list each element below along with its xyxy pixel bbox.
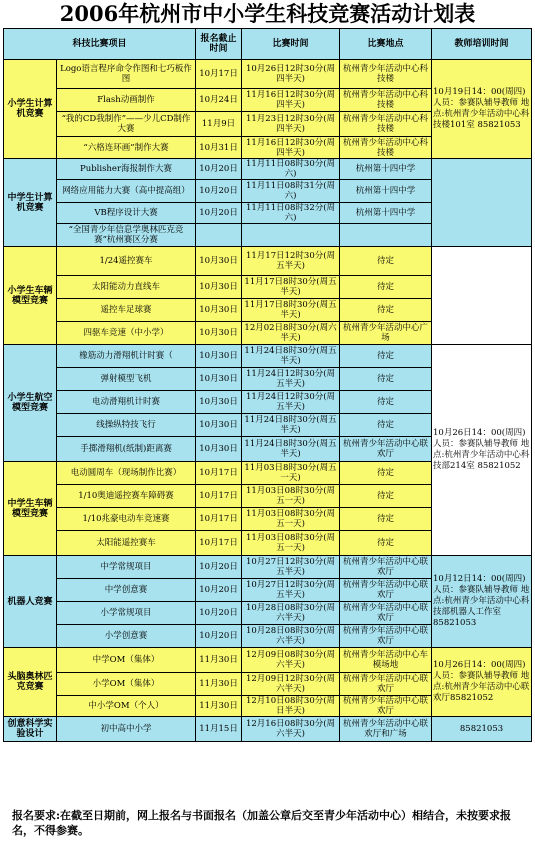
category-cell: 创意科学实验设计 <box>4 717 57 742</box>
time-cell: 11月03日08时30分(周五一天) <box>242 508 340 531</box>
item-cell: 小学创意赛 <box>57 625 196 648</box>
training-cell: 10月12日14：00(周四) 人员：参赛队辅导教师 地点:杭州青少年活动中心科技部机器人工作室85821053 <box>432 556 532 648</box>
place-cell: 杭州青少年活动中心科技楼 <box>340 112 432 137</box>
place-cell <box>340 224 432 247</box>
time-cell: 11月11日08时30分(周六) <box>242 159 340 180</box>
place-cell: 待定 <box>340 299 432 322</box>
time-cell: 10月27日12时30分(周五半天) <box>242 556 340 579</box>
training-cell: 10月19日14：00(周四) 人员：参赛队辅导教师 地点:杭州青少年活动中心科技楼101室 85821053 <box>432 60 532 159</box>
item-cell: 中小学OM（个人） <box>57 696 196 717</box>
item-cell: VB程序设计大赛 <box>57 203 196 224</box>
place-cell: 杭州青少年活动中心联欢厅 <box>340 696 432 717</box>
item-cell: “全国青少年信息学奥林匹克竞赛”杭州赛区分赛 <box>57 224 196 247</box>
time-cell: 12月16日08时30分(周六半天) <box>242 717 340 742</box>
item-cell: 网络应用能力大赛（高中提高组） <box>57 180 196 203</box>
header-deadline: 报名截止时间 <box>196 29 242 60</box>
header-item: 科技比赛项目 <box>4 29 196 60</box>
page-title: 2006年杭州市中小学生科技竞赛活动计划表 <box>59 1 476 26</box>
deadline-cell: 10月30日 <box>196 345 242 368</box>
item-cell: “六格连环画”制作大赛 <box>57 137 196 159</box>
deadline-cell: 10月24日 <box>196 89 242 112</box>
time-cell: 11月24日12时30分(周五半天) <box>242 368 340 391</box>
deadline-cell: 10月20日 <box>196 602 242 625</box>
schedule-body <box>4 60 532 742</box>
time-cell: 11月23日12时30分(周四半天) <box>242 112 340 137</box>
item-cell: Flash动画制作 <box>57 89 196 112</box>
deadline-cell: 10月31日 <box>196 137 242 159</box>
place-cell: 杭州第十四中学 <box>340 159 432 180</box>
header-place: 比赛地点 <box>340 29 432 60</box>
deadline-cell: 10月17日 <box>196 485 242 508</box>
header-time: 比赛时间 <box>242 29 340 60</box>
deadline-cell: 10月30日 <box>196 247 242 276</box>
training-cell: 85821053 <box>432 717 532 742</box>
place-cell: 杭州青少年活动中心车模场地 <box>340 648 432 673</box>
deadline-cell: 10月30日 <box>196 391 242 414</box>
time-cell: 11月24日8时30分(周五半天) <box>242 414 340 437</box>
category-cell: 机器人竞赛 <box>4 556 57 648</box>
item-cell: 遥控车足球赛 <box>57 299 196 322</box>
place-cell: 待定 <box>340 508 432 531</box>
training-cell: 10月26日14：00(周四) 人员：参赛队辅导教师 地点:杭州青少年活动中心联欢厅85821052 <box>432 648 532 717</box>
place-cell: 待定 <box>340 485 432 508</box>
category-cell: 头脑奥林匹克竞赛 <box>4 648 57 717</box>
time-cell <box>242 224 340 247</box>
deadline-cell: 10月20日 <box>196 625 242 648</box>
time-cell: 10月28日08时30分(周六半天) <box>242 625 340 648</box>
training-empty-cell <box>432 247 532 345</box>
time-cell: 11月16日12时30分(周四半天) <box>242 137 340 159</box>
item-cell: 1/24遥控赛车 <box>57 247 196 276</box>
item-cell: 1/10奥迪遥控赛车障碍赛 <box>57 485 196 508</box>
category-cell: 小学生航空模型竞赛 <box>4 345 57 462</box>
table-row <box>4 717 532 742</box>
deadline-cell: 11月9日 <box>196 112 242 137</box>
item-cell: 小学常规项目 <box>57 602 196 625</box>
place-cell: 待定 <box>340 368 432 391</box>
place-cell: 杭州青少年活动中心联欢厅 <box>340 625 432 648</box>
deadline-cell: 10月30日 <box>196 299 242 322</box>
item-cell: 电动滑翔机计时赛 <box>57 391 196 414</box>
place-cell: 杭州青少年活动中心科技楼 <box>340 89 432 112</box>
item-cell: 小学OM（集体） <box>57 673 196 696</box>
place-cell: 杭州青少年活动中心联欢厅 <box>340 579 432 602</box>
time-cell: 11月11日08时32分(周六) <box>242 203 340 224</box>
item-cell: “我的CD我制作”——少儿CD制作大赛 <box>57 112 196 137</box>
time-cell: 11月24日8时30分(周五半天) <box>242 437 340 462</box>
place-cell: 待定 <box>340 276 432 299</box>
category-cell: 中学生车辆模型竞赛 <box>4 462 57 556</box>
table-row <box>4 159 532 180</box>
deadline-cell: 10月17日 <box>196 531 242 556</box>
time-cell: 10月28日08时30分(周六半天) <box>242 602 340 625</box>
item-cell: Logo语言程序命令作图和七巧板作图 <box>57 60 196 89</box>
place-cell: 待定 <box>340 345 432 368</box>
table-row <box>4 60 532 89</box>
deadline-cell: 10月30日 <box>196 322 242 345</box>
time-cell: 11月17日12时30分(周五半天) <box>242 247 340 276</box>
item-cell: 1/10兆豪电动车竞速赛 <box>57 508 196 531</box>
schedule-table <box>3 28 532 742</box>
place-cell: 杭州第十四中学 <box>340 180 432 203</box>
time-cell: 11月03日08时30分(周五一天) <box>242 531 340 556</box>
time-cell: 12月09日12时30分(周六半天) <box>242 673 340 696</box>
time-cell: 11月17日8时30分(周五半天) <box>242 276 340 299</box>
time-cell: 11月17日8时30分(周五半天) <box>242 299 340 322</box>
deadline-cell: 11月15日 <box>196 717 242 742</box>
item-cell: Publisher海报制作大赛 <box>57 159 196 180</box>
item-cell: 线操纵特技飞行 <box>57 414 196 437</box>
time-cell: 10月26日12时30分(周四半天) <box>242 60 340 89</box>
place-cell: 杭州青少年活动中心联欢厅 <box>340 602 432 625</box>
deadline-cell: 10月20日 <box>196 159 242 180</box>
time-cell: 11月11日08时31分(周六) <box>242 180 340 203</box>
deadline-cell: 10月30日 <box>196 276 242 299</box>
place-cell: 杭州青少年活动中心联欢厅 <box>340 673 432 696</box>
time-cell: 12月10日08时30分(周日半天) <box>242 696 340 717</box>
item-cell: 弹射模型飞机 <box>57 368 196 391</box>
table-row <box>4 648 532 673</box>
item-cell: 中学常规项目 <box>57 556 196 579</box>
deadline-cell: 10月17日 <box>196 462 242 485</box>
place-cell: 待定 <box>340 462 432 485</box>
deadline-cell: 11月30日 <box>196 673 242 696</box>
time-cell: 11月24日12时30分(周五半天) <box>242 391 340 414</box>
deadline-cell: 10月17日 <box>196 508 242 531</box>
deadline-cell: 10月30日 <box>196 437 242 462</box>
place-cell: 待定 <box>340 414 432 437</box>
deadline-cell <box>196 224 242 247</box>
deadline-cell: 11月30日 <box>196 696 242 717</box>
time-cell: 11月03日08时30分(周五一天) <box>242 485 340 508</box>
place-cell: 杭州青少年活动中心科技楼 <box>340 60 432 89</box>
place-cell: 杭州青少年活动中心科技楼 <box>340 137 432 159</box>
place-cell: 杭州青少年活动中心广场 <box>340 322 432 345</box>
time-cell: 12月09日08时30分(周六半天) <box>242 648 340 673</box>
item-cell: 中学OM（集体） <box>57 648 196 673</box>
place-cell: 杭州第十四中学 <box>340 203 432 224</box>
category-cell: 小学生计算机竞赛 <box>4 60 57 159</box>
category-cell: 中学生计算机竞赛 <box>4 159 57 247</box>
deadline-cell: 10月30日 <box>196 414 242 437</box>
place-cell: 杭州青少年活动中心联欢厅 <box>340 556 432 579</box>
item-cell: 橡筋动力滑翔机计时赛（ <box>57 345 196 368</box>
item-cell: 手掷滑翔机(纸制)距离赛 <box>57 437 196 462</box>
table-row <box>4 556 532 579</box>
place-cell: 待定 <box>340 531 432 556</box>
item-cell: 初中高中小学 <box>57 717 196 742</box>
time-cell: 12月02日8时30分(周六半天) <box>242 322 340 345</box>
deadline-cell: 10月17日 <box>196 60 242 89</box>
deadline-cell: 10月20日 <box>196 556 242 579</box>
training-cell: 10月26日14：00(周四) 人员：参赛队辅导教师 地点:杭州青少年活动中心科技部214室 85821052 <box>432 345 532 556</box>
header-training: 教师培训时间 <box>432 29 532 60</box>
header-row <box>4 29 532 60</box>
item-cell: 太阳能遥控赛车 <box>57 531 196 556</box>
item-cell: 四驱车竞速（中小学） <box>57 322 196 345</box>
time-cell: 10月27日12时30分(周五半天) <box>242 579 340 602</box>
place-cell: 待定 <box>340 247 432 276</box>
item-cell: 电动圆周车（现场制作比赛） <box>57 462 196 485</box>
place-cell: 杭州青少年活动中心联欢厅 <box>340 437 432 462</box>
place-cell: 待定 <box>340 391 432 414</box>
item-cell: 中学创意赛 <box>57 579 196 602</box>
place-cell: 杭州青少年活动中心联欢厅和广场 <box>340 717 432 742</box>
deadline-cell: 10月20日 <box>196 579 242 602</box>
deadline-cell: 10月30日 <box>196 368 242 391</box>
category-cell: 小学生车辆模型竞赛 <box>4 247 57 345</box>
item-cell: 太阳能动力直线车 <box>57 276 196 299</box>
footer-note: 报名要求:在截至日期前，网上报名与书面报名（加盖公章后交至青少年活动中心）相结合，未按要求报名，不得参赛。 <box>12 809 512 837</box>
deadline-cell: 10月20日 <box>196 203 242 224</box>
deadline-cell: 11月30日 <box>196 648 242 673</box>
table-row <box>4 247 532 276</box>
training-empty-cell <box>432 159 532 247</box>
time-cell: 11月03日8时30分(周五一天) <box>242 462 340 485</box>
deadline-cell: 10月20日 <box>196 180 242 203</box>
time-cell: 11月16日12时30分(周四半天) <box>242 89 340 112</box>
table-row <box>4 345 532 368</box>
time-cell: 11月24日8时30分(周五半天) <box>242 345 340 368</box>
